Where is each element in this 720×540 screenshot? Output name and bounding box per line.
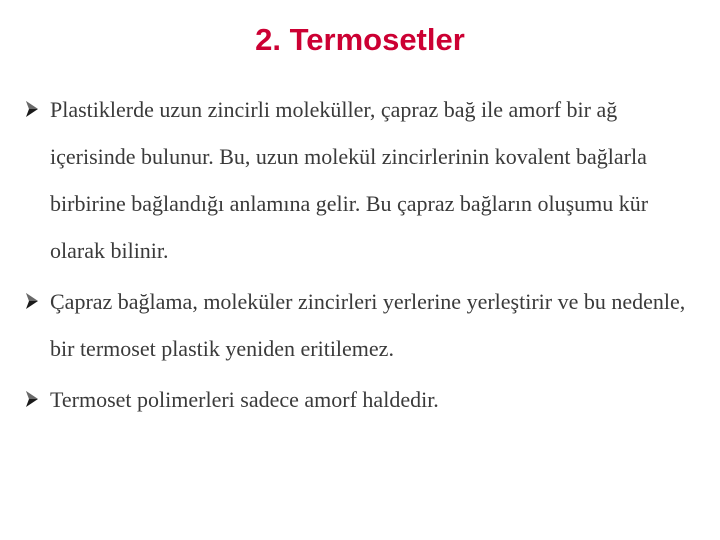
arrow-bullet-icon bbox=[25, 100, 39, 118]
bullet-text: Plastiklerde uzun zincirli moleküller, çapraz bağ ile amorf bir ağ içerisinde bulunur. Bu, uzun molekül zincirlerinin kovalent bağlarla birbirine bağlandığı anlamına gelir. Bu çapraz bağların oluşumu kür olarak bilinir. bbox=[50, 97, 649, 263]
bullet-text: Termoset polimerleri sadece amorf haldedir. bbox=[50, 387, 439, 412]
bullet-item bbox=[25, 278, 697, 372]
bullet-item bbox=[25, 86, 697, 274]
arrow-bullet-icon bbox=[25, 390, 39, 408]
bullet-list bbox=[25, 86, 697, 423]
arrow-bullet-icon bbox=[25, 292, 39, 310]
bullet-item bbox=[25, 376, 697, 423]
slide-title: 2. Termosetler bbox=[255, 22, 465, 57]
bullet-text: Çapraz bağlama, moleküler zincirleri yerlerine yerleştirir ve bu nedenle, bir termoset plastik yeniden eritilemez. bbox=[50, 289, 686, 361]
